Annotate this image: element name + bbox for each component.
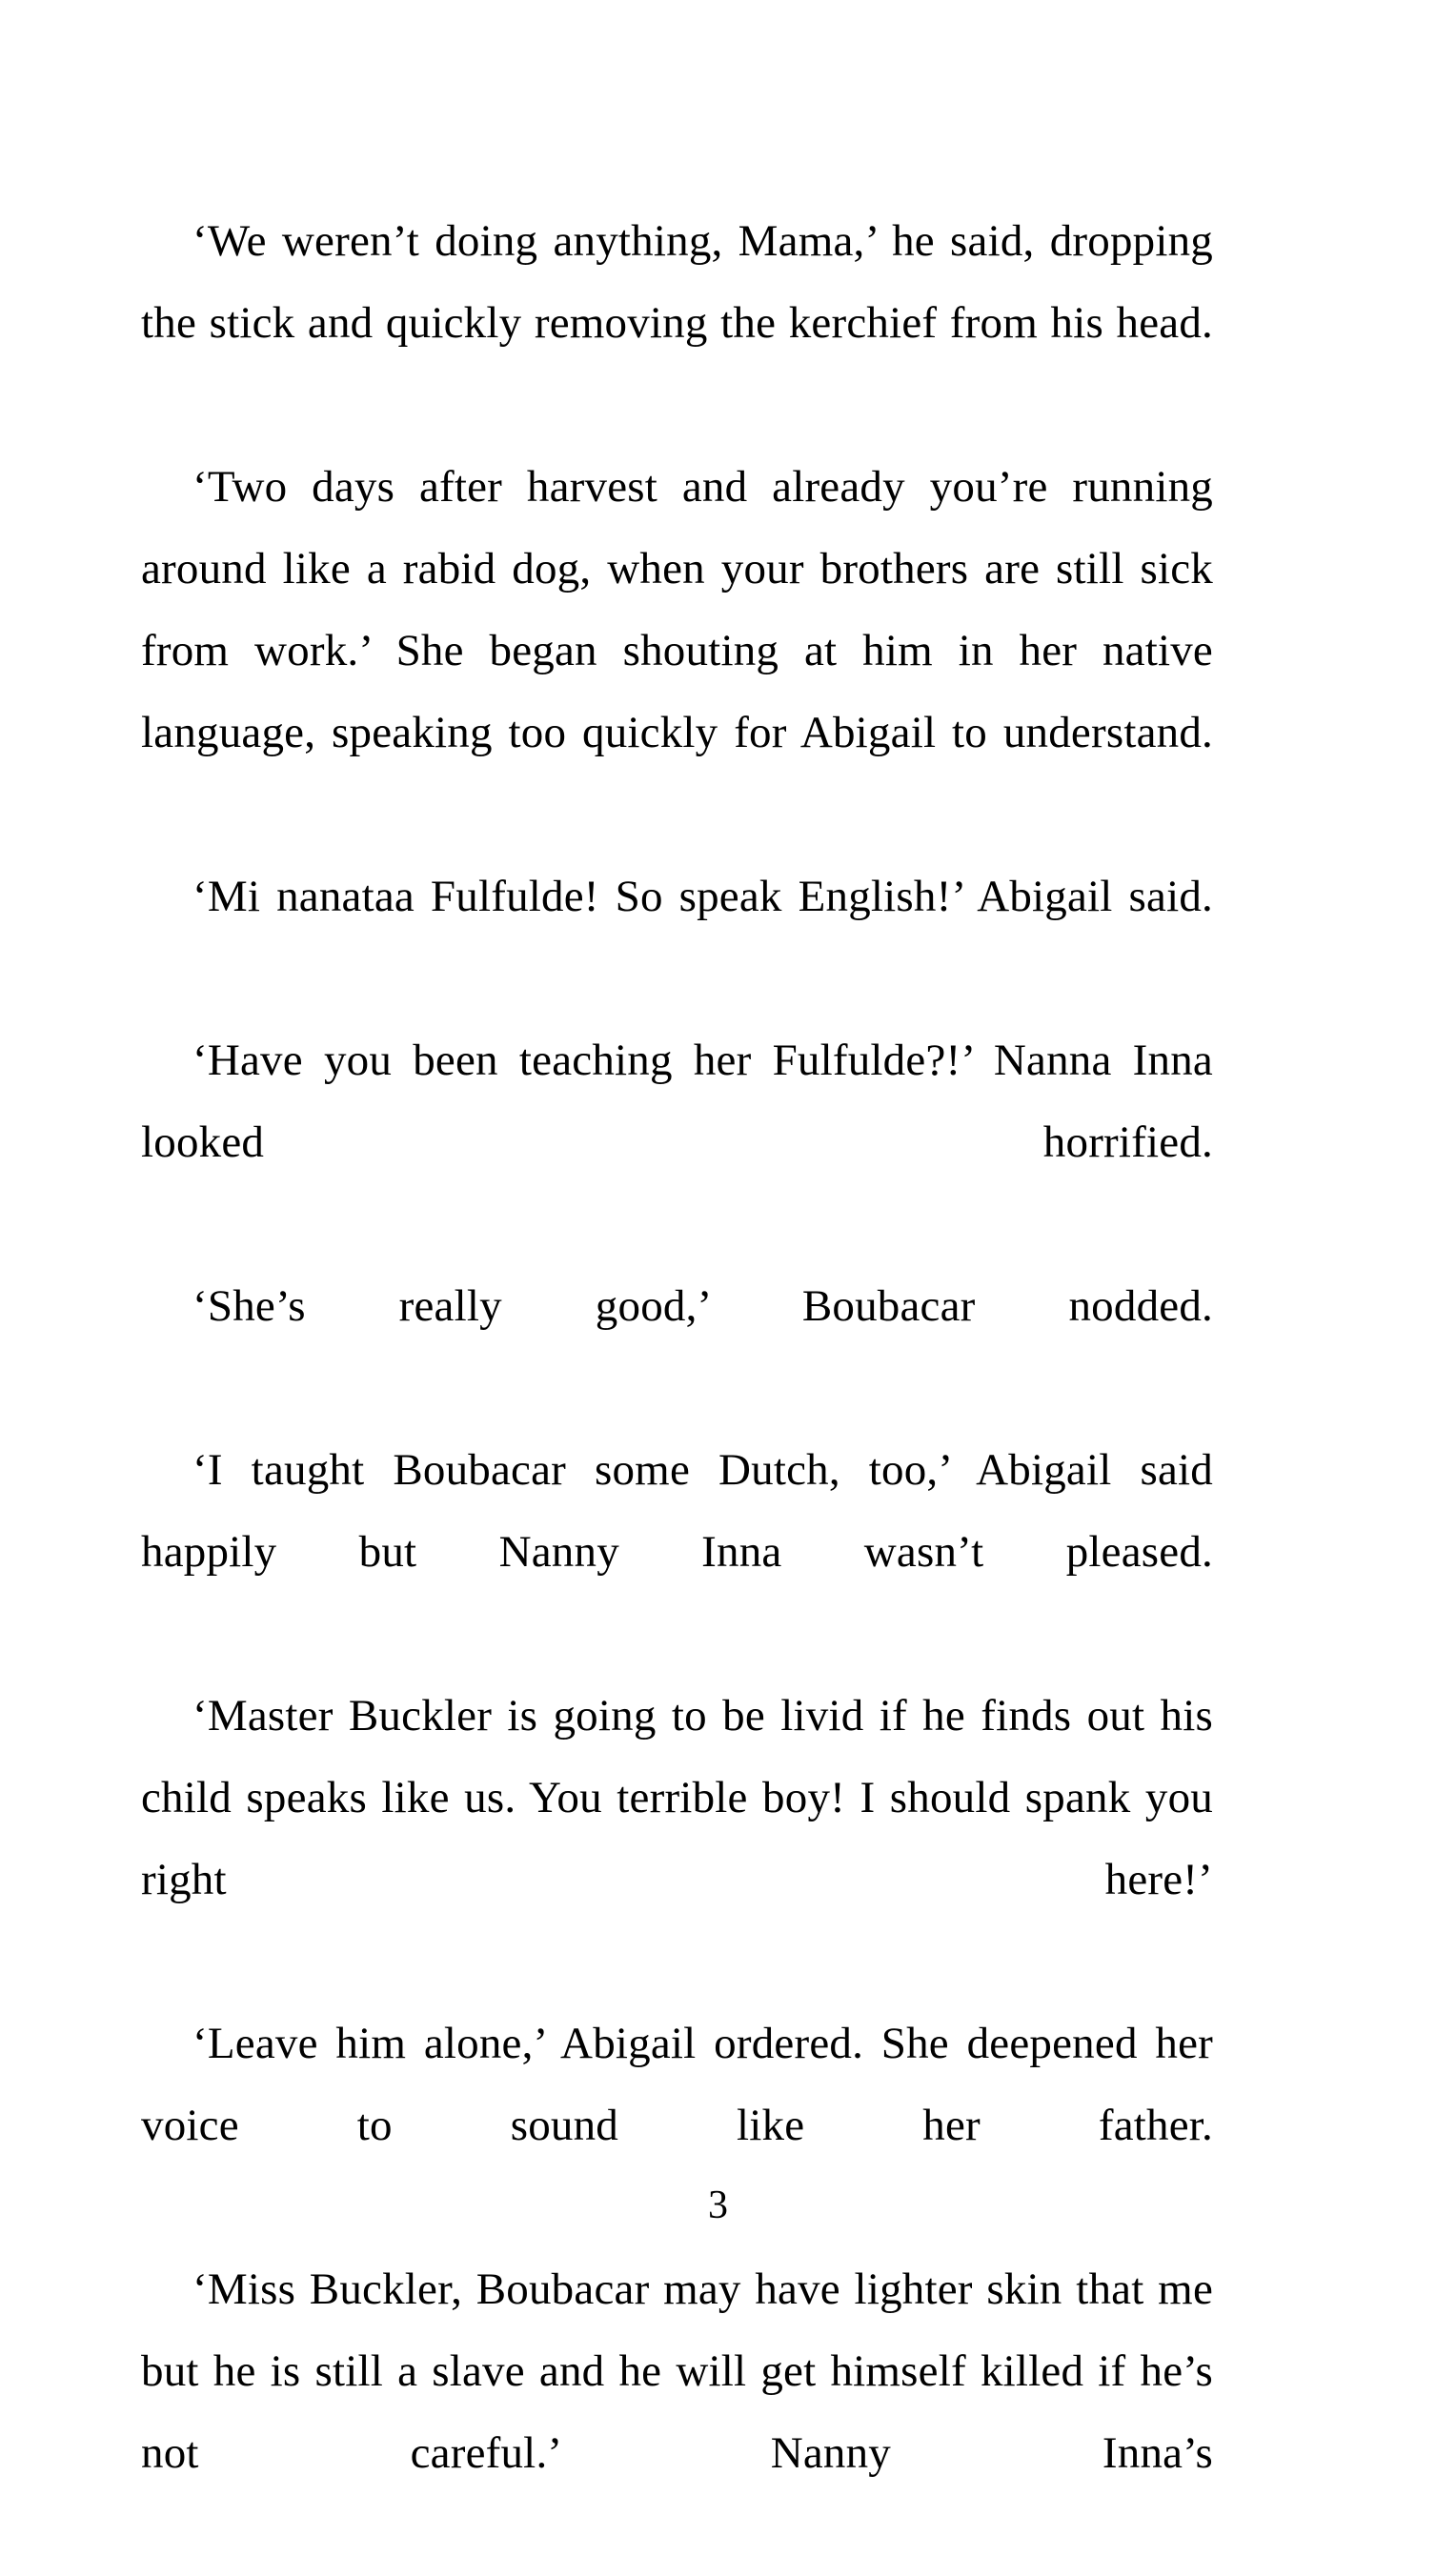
paragraph: ‘Leave him alone,’ Abigail ordered. She deepened her voice to sound like her father. (141, 2019, 1213, 2150)
page-number: 3 (708, 2184, 728, 2227)
paragraph: ‘Mi nanataa Fulfulde! So speak English!’ Abigail said. (192, 872, 1213, 921)
paragraph: ‘I taught Boubacar some Dutch, too,’ Abigail said happily but Nanny Inna wasn’t pleased. (141, 1445, 1213, 1577)
paragraph: ‘Two days after harvest and already you’re running around like a rabid dog, when your brothers are still sick from work.’ She began shouting at him in her native language, speaking too quickly for Abigail to understand. (141, 462, 1213, 757)
paragraph: ‘Have you been teaching her Fulfulde?!’ Nanna Inna looked horrified. (141, 1036, 1213, 1167)
paragraph: ‘We weren’t doing anything, Mama,’ he said, dropping the stick and quickly removing the kerchief from his head. (141, 216, 1213, 348)
paragraph: ‘She’s really good,’ Boubacar nodded. (192, 1281, 1213, 1331)
paragraph: ‘Miss Buckler, Boubacar may have lighter skin that me but he is still a slave and he will get himself killed if he’s not careful.’ Nanny Inna’s (141, 2264, 1213, 2478)
paragraph: ‘Master Buckler is going to be livid if he finds out his child speaks like us. You terrible boy! I should spank you right here!’ (141, 1691, 1213, 1904)
